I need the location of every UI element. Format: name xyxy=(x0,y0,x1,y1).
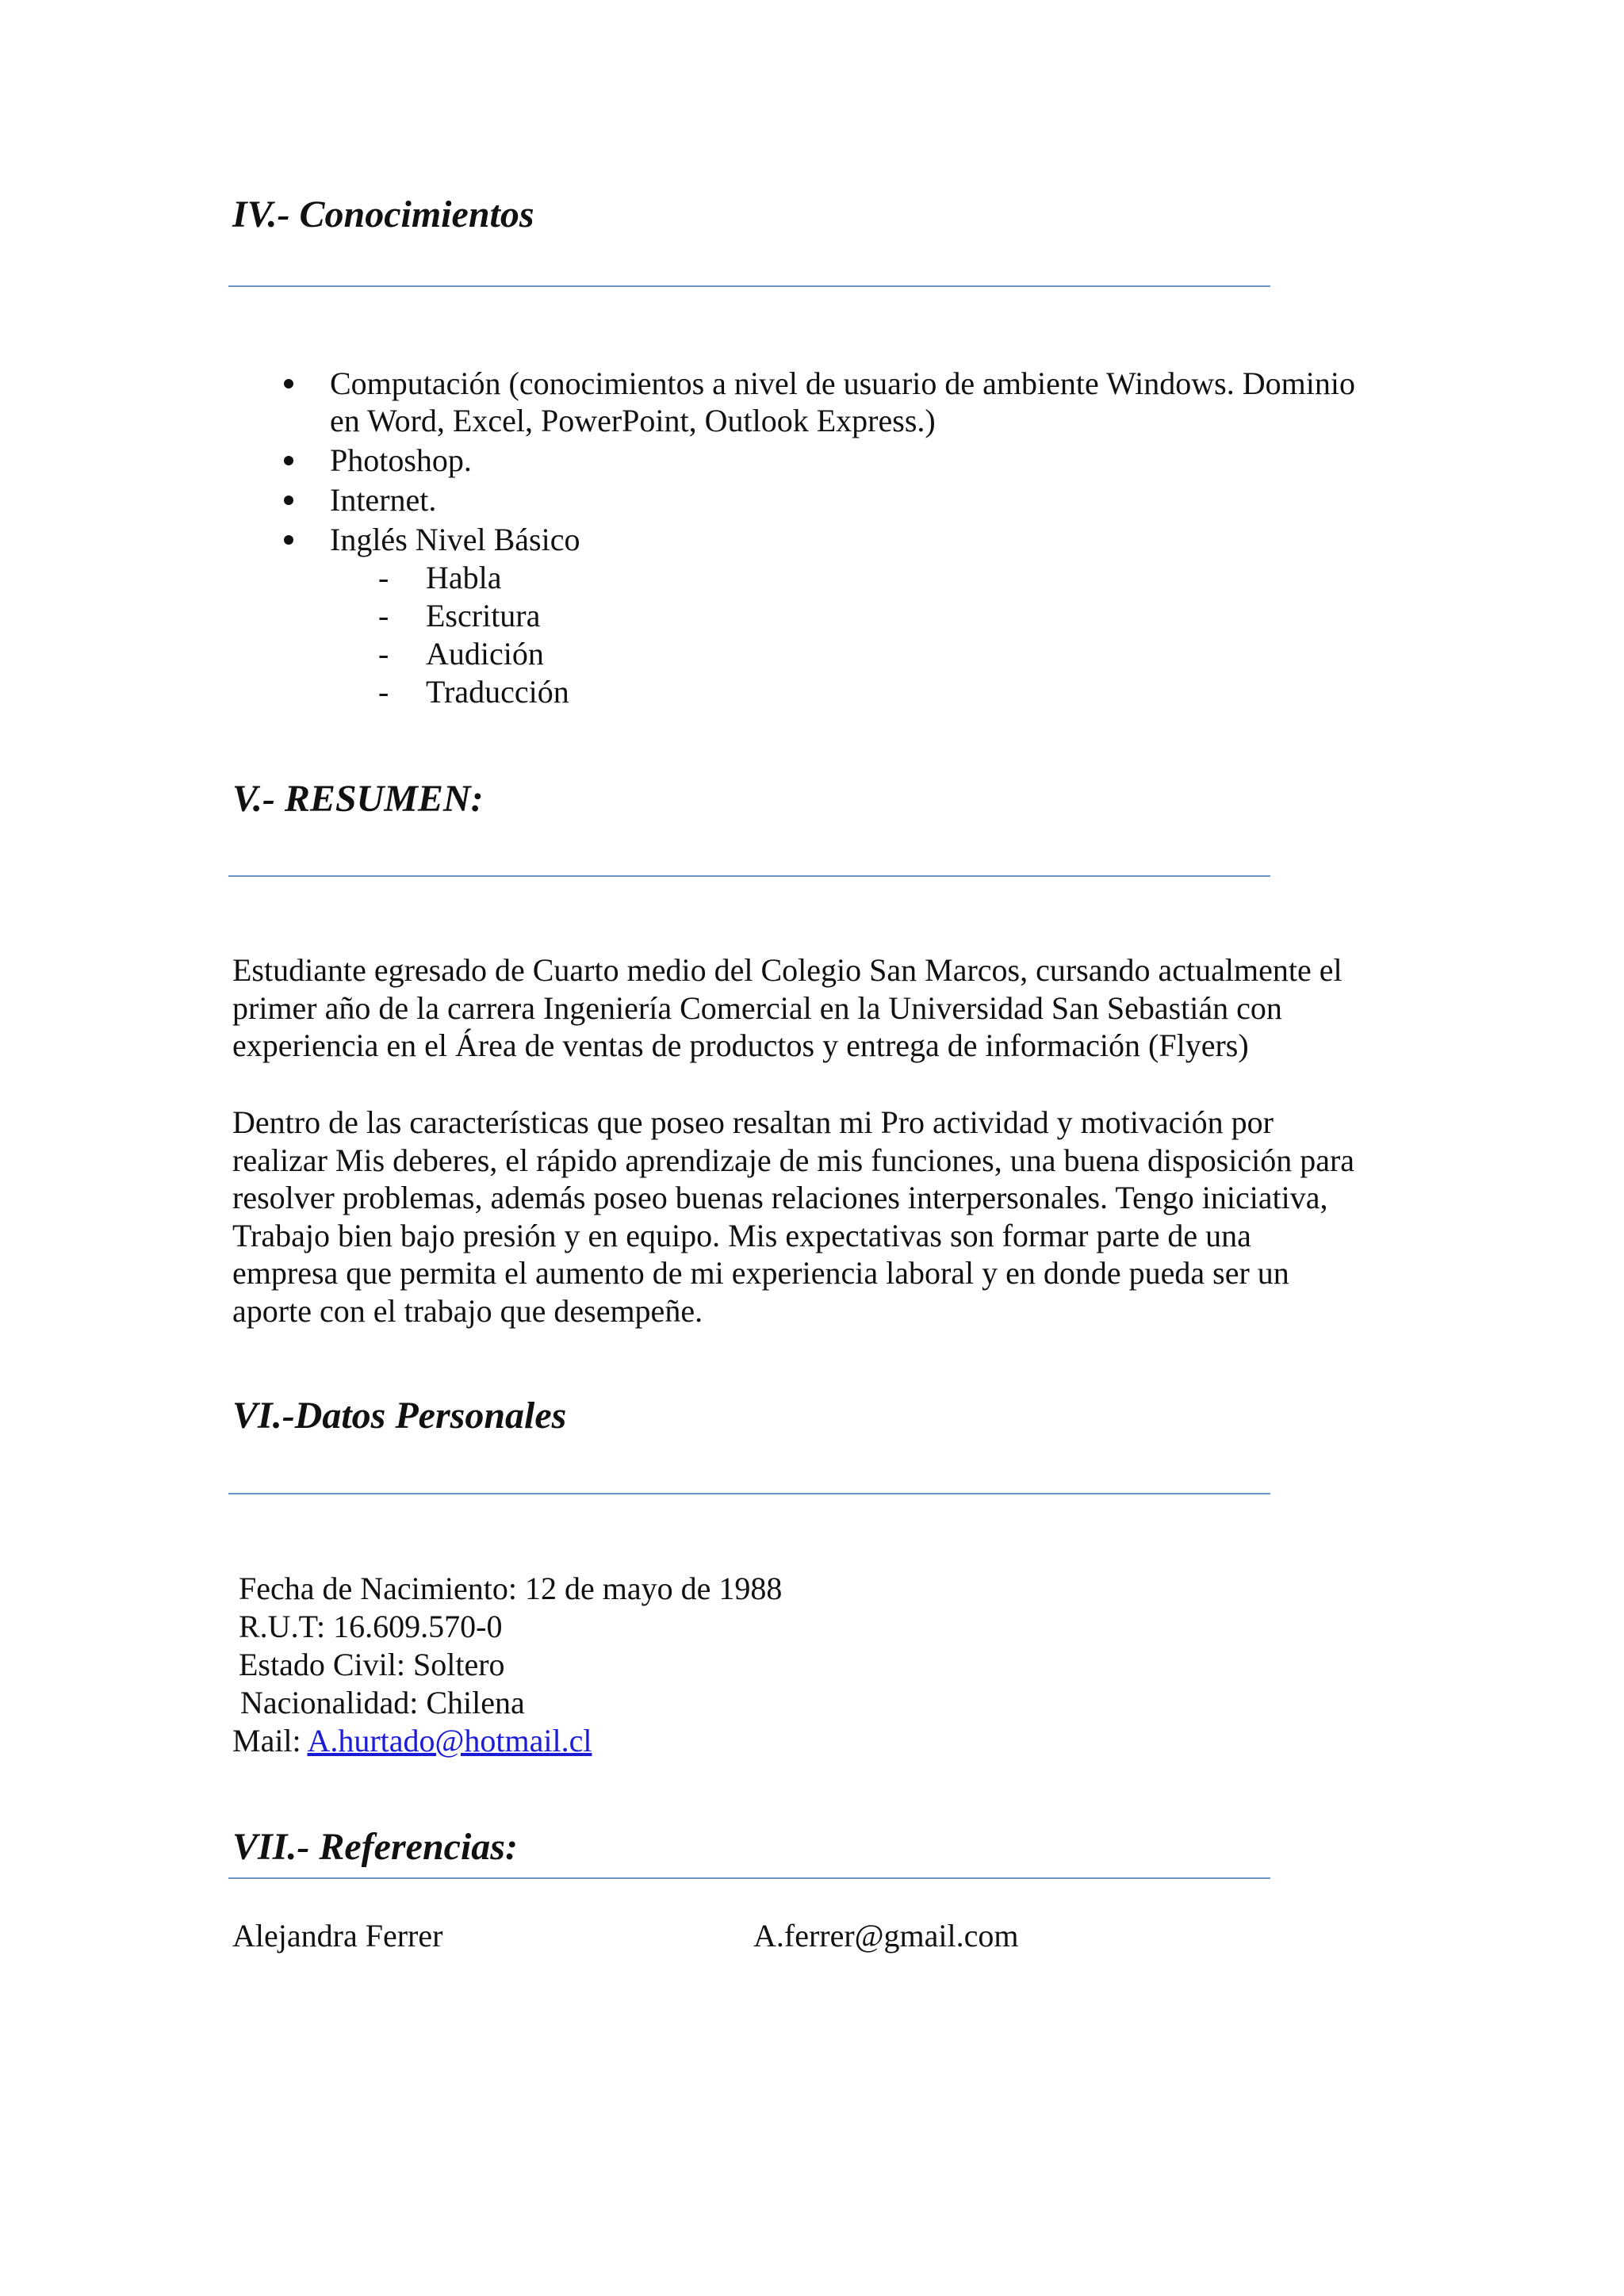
reference-name: Alejandra Ferrer xyxy=(232,1918,443,1954)
paragraph-line: experiencia en el Área de ventas de productos y entrega de información (Flyers) xyxy=(232,1027,1249,1063)
section-divider xyxy=(228,1877,1270,1879)
list-item-text: Inglés Nivel Básico xyxy=(330,522,580,557)
sub-list-item-text: Audición xyxy=(426,636,544,672)
bullet-icon xyxy=(284,456,293,465)
list-item-text: Internet. xyxy=(330,482,437,518)
dash-bullet: - xyxy=(378,598,389,633)
paragraph-line: primer año de la carrera Ingeniería Comercial en la Universidad San Sebastián con xyxy=(232,989,1282,1026)
estado-civil: Estado Civil: Soltero xyxy=(239,1647,505,1682)
section-title-referencias: VII.- Referencias: xyxy=(232,1826,518,1868)
dash-bullet: - xyxy=(378,636,389,672)
section-title-datos-personales: VI.-Datos Personales xyxy=(232,1395,567,1437)
mail-label: Mail: xyxy=(232,1723,308,1758)
dash-bullet: - xyxy=(378,560,389,595)
paragraph-line: Trabajo bien bajo presión y en equipo. Mis expectativas son formar parte de una xyxy=(232,1217,1251,1253)
reference-email: A.ferrer@gmail.com xyxy=(753,1918,1019,1954)
list-item-text-continued: en Word, Excel, PowerPoint, Outlook Express.) xyxy=(330,403,936,438)
nacionalidad: Nacionalidad: Chilena xyxy=(240,1685,525,1720)
resumen-paragraph-1 xyxy=(232,951,1342,1065)
sub-list-item-text: Traducción xyxy=(426,674,569,710)
mail-line xyxy=(232,1722,592,1760)
section-divider xyxy=(228,875,1270,877)
paragraph-line: resolver problemas, además poseo buenas relaciones interpersonales. Tengo iniciativa, xyxy=(232,1180,1328,1215)
bullet-icon xyxy=(284,535,293,545)
paragraph-line: empresa que permita el aumento de mi experiencia laboral y en donde pueda ser un xyxy=(232,1255,1289,1291)
paragraph-line: Estudiante egresado de Cuarto medio del Colegio San Marcos, cursando actualmente el xyxy=(232,952,1342,988)
bullet-icon xyxy=(284,379,293,388)
bullet-icon xyxy=(284,496,293,505)
section-title-resumen: V.- RESUMEN: xyxy=(232,778,484,820)
email-link[interactable]: A.hurtado@hotmail.cl xyxy=(307,1723,592,1758)
paragraph-line: realizar Mis deberes, el rápido aprendizaje de mis funciones, una buena disposición para xyxy=(232,1142,1355,1178)
sub-list-item-text: Habla xyxy=(426,560,502,595)
list-item-text: Photoshop. xyxy=(330,442,472,478)
fecha-nacimiento: Fecha de Nacimiento: 12 de mayo de 1988 xyxy=(239,1571,783,1606)
rut: R.U.T: 16.609.570-0 xyxy=(239,1609,503,1644)
section-title-conocimientos: IV.- Conocimientos xyxy=(232,193,534,235)
section-divider xyxy=(228,1493,1270,1494)
sub-list-item-text: Escritura xyxy=(426,598,541,633)
list-item-text: Computación (conocimientos a nivel de usuario de ambiente Windows. Dominio xyxy=(330,365,1355,401)
dash-bullet: - xyxy=(378,674,389,710)
paragraph-line: aporte con el trabajo que desempeñe. xyxy=(232,1292,703,1329)
section-divider xyxy=(228,285,1270,287)
resumen-paragraph-2 xyxy=(232,1104,1354,1330)
paragraph-line: Dentro de las características que poseo resaltan mi Pro actividad y motivación por xyxy=(232,1104,1274,1140)
